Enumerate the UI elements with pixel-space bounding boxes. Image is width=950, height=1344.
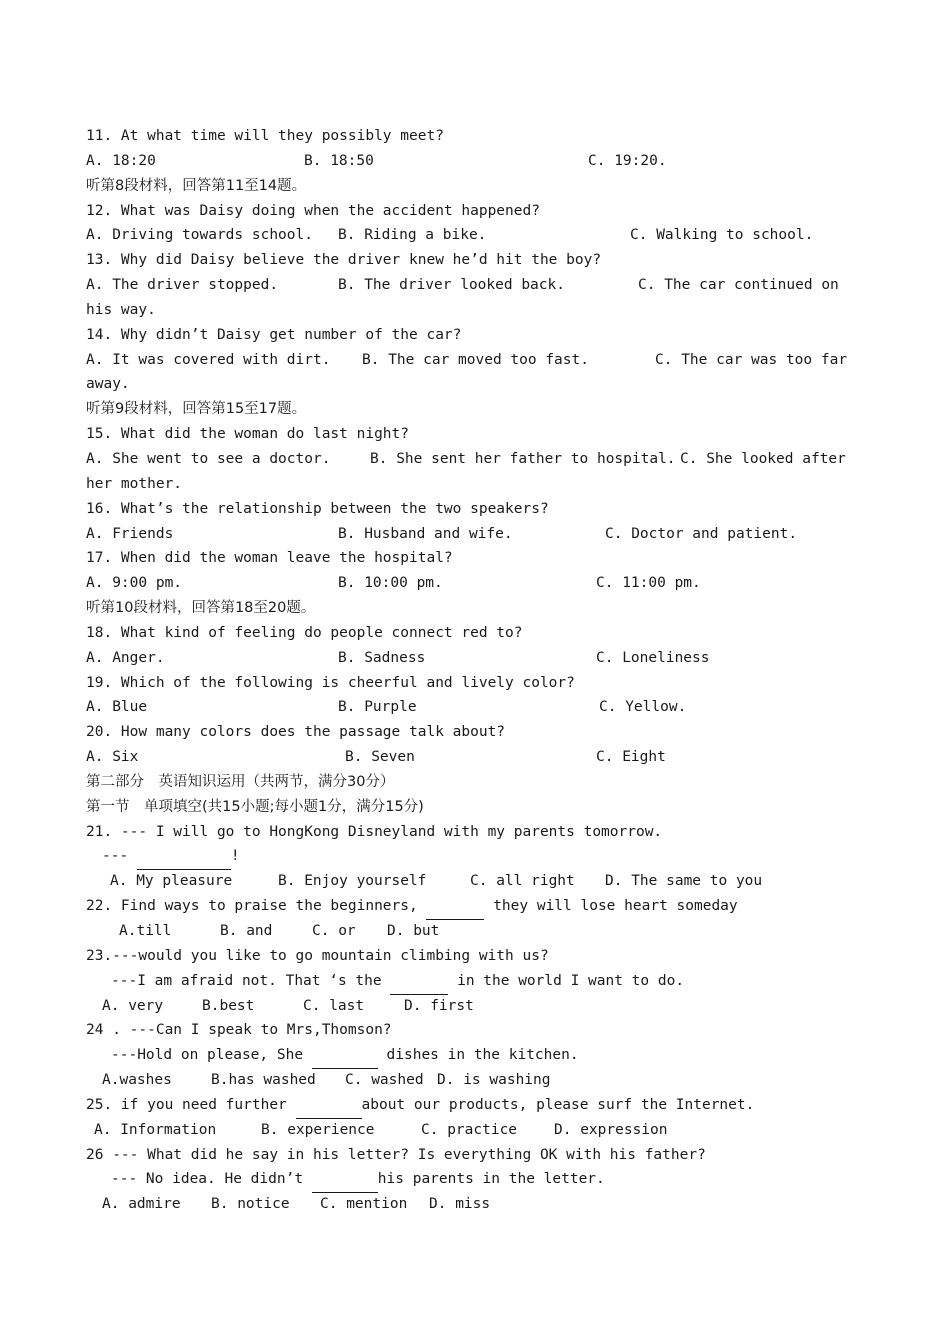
option-c: C. The car continued on — [638, 277, 839, 294]
question-stem: 24 . ---Can I speak to Mrs,Thomson? — [86, 1022, 392, 1039]
option-d: D. first — [404, 997, 474, 1014]
question-stem: 26 --- What did he say in his letter? Is everything OK with his father? — [86, 1146, 706, 1163]
question-21-reply — [86, 844, 846, 869]
question-stem-start: 25. if you need further — [86, 1096, 296, 1113]
option-a: A. She went to see a doctor. — [86, 450, 331, 467]
option-a: A. Six — [86, 749, 139, 766]
option-continuation: her mother. — [86, 475, 183, 492]
question-stem: 14. Why didn’t Daisy get number of the car? — [86, 326, 462, 343]
options-13 — [86, 273, 846, 298]
reply-prefix: --- — [102, 848, 137, 865]
option-c: C. Walking to school. — [630, 227, 814, 244]
options-24 — [86, 1068, 846, 1093]
option-a: A. very — [102, 997, 164, 1014]
question-17 — [86, 546, 846, 571]
option-d: D. miss — [429, 1196, 491, 1213]
options-14 — [86, 348, 846, 373]
option-c: C. Yellow. — [599, 699, 687, 716]
question-stem: 17. When did the woman leave the hospital? — [86, 550, 453, 567]
options-26 — [86, 1192, 846, 1217]
section-heading: 第一节 单项填空(共15小题;每小题1分，满分15分) — [86, 798, 424, 815]
option-b: B.best — [202, 997, 255, 1014]
option-d: D. is washing — [437, 1072, 551, 1089]
option-continuation: away. — [86, 376, 130, 393]
options-19 — [86, 695, 846, 720]
question-20 — [86, 720, 846, 745]
question-14 — [86, 323, 846, 348]
options-18 — [86, 646, 846, 671]
options-11 — [86, 149, 846, 174]
reply-start: --- No idea. He didn’t — [111, 1171, 312, 1188]
question-stem: 18. What kind of feeling do people connect red to? — [86, 624, 523, 641]
option-b: B. 10:00 pm. — [338, 575, 443, 592]
exam-page — [86, 124, 846, 1217]
option-a: A. admire — [102, 1196, 181, 1213]
question-24 — [86, 1018, 846, 1043]
option-a: A. 18:20 — [86, 152, 156, 169]
option-b: B.has washed — [211, 1072, 316, 1089]
reply-end: his parents in the letter. — [377, 1171, 605, 1188]
option-b: B. Husband and wife. — [338, 525, 513, 542]
option-c: C. washed — [345, 1072, 424, 1089]
option-b: B. The driver looked back. — [338, 277, 565, 294]
option-c: C. Loneliness — [596, 649, 710, 666]
option-b: B. 18:50 — [304, 152, 374, 169]
answer-blank — [390, 969, 448, 995]
question-stem-start: 22. Find ways to praise the beginners, — [86, 898, 427, 915]
option-c: C. practice — [421, 1121, 518, 1138]
question-18 — [86, 621, 846, 646]
question-16 — [86, 497, 846, 522]
option-b: B. and — [220, 923, 273, 939]
option-c: C. all right — [470, 873, 575, 890]
part-heading: 第二部分 英语知识运用（共两节，满分30分） — [86, 773, 395, 790]
section-instruction: 听第9段材料，回答第15至17题。 — [86, 401, 307, 418]
option-b: B. Sadness — [338, 649, 426, 666]
question-stem-end: they will lose heart someday — [484, 898, 738, 915]
option-a: A. Blue — [86, 699, 148, 716]
option-c: C. or — [312, 923, 356, 939]
reply-start: ---I am afraid not. That ‘s the — [111, 972, 391, 989]
option-b: B. experience — [261, 1121, 375, 1138]
option-b: B. Enjoy yourself — [278, 873, 427, 890]
option-b: B. notice — [211, 1196, 290, 1213]
option-a: A.washes — [102, 1072, 172, 1089]
reply-end: in the world I want to do. — [448, 972, 685, 989]
answer-blank — [137, 844, 231, 870]
question-stem-end: about our products, please surf the Internet. — [361, 1096, 755, 1113]
answer-blank — [312, 1043, 378, 1069]
option-b: B. She sent her father to hospital. — [370, 450, 676, 467]
question-23 — [86, 944, 846, 969]
question-23-reply — [86, 969, 846, 994]
question-26-reply — [86, 1167, 846, 1192]
question-19 — [86, 671, 846, 696]
option-a: A. Information — [94, 1121, 217, 1138]
section-instruction: 听第10段材料，回答第18至20题。 — [86, 600, 316, 617]
question-12 — [86, 199, 846, 224]
option-c: C. 11:00 pm. — [596, 575, 701, 592]
option-b: B. Seven — [345, 749, 415, 766]
option-a: A. My pleasure — [110, 873, 233, 890]
question-stem: 13. Why did Daisy believe the driver knew he’d hit the boy? — [86, 252, 602, 269]
options-22 — [86, 919, 846, 944]
reply-end: dishes in the kitchen. — [377, 1047, 579, 1064]
question-stem: 20. How many colors does the passage talk about? — [86, 724, 506, 741]
reply-suffix: ! — [230, 848, 240, 865]
answer-blank — [312, 1167, 378, 1193]
option-b: B. Riding a bike. — [338, 227, 487, 244]
option-c: C. The car was too far — [655, 351, 848, 368]
question-11 — [86, 124, 846, 149]
section-instruction: 听第8段材料，回答第11至14题。 — [86, 177, 307, 194]
option-d: D. expression — [554, 1121, 668, 1138]
options-12 — [86, 223, 846, 248]
option-b: B. The car moved too fast. — [362, 351, 589, 368]
option-c: C. mention — [320, 1196, 408, 1213]
question-stem: 23.---would you like to go mountain climbing with us? — [86, 947, 549, 964]
option-a: A. Driving towards school. — [86, 227, 313, 244]
reply-start: ---Hold on please, She — [111, 1047, 312, 1064]
option-b: B. Purple — [338, 699, 417, 716]
question-22 — [86, 894, 846, 919]
question-stem: 19. Which of the following is cheerful and lively color? — [86, 674, 575, 691]
question-26 — [86, 1143, 846, 1168]
options-25 — [86, 1118, 846, 1143]
options-20 — [86, 745, 846, 770]
option-d: D. The same to you — [605, 873, 763, 890]
question-21 — [86, 820, 846, 845]
question-stem: 15. What did the woman do last night? — [86, 426, 410, 443]
answer-blank — [426, 894, 484, 920]
options-15 — [86, 447, 846, 472]
option-d: D. but — [387, 923, 440, 939]
answer-blank — [296, 1093, 362, 1119]
question-13 — [86, 248, 846, 273]
question-stem: 16. What’s the relationship between the two speakers? — [86, 500, 549, 517]
option-a: A. Friends — [86, 525, 174, 542]
option-c: C. Doctor and patient. — [605, 525, 798, 542]
options-23 — [86, 994, 846, 1019]
option-a: A. 9:00 pm. — [86, 575, 183, 592]
option-c: C. 19:20. — [588, 152, 667, 169]
options-17 — [86, 571, 846, 596]
option-a: A. It was covered with dirt. — [86, 351, 331, 368]
option-c: C. last — [303, 997, 365, 1014]
question-15 — [86, 422, 846, 447]
question-stem: 12. What was Daisy doing when the accident happened? — [86, 202, 540, 219]
option-c: C. She looked after — [680, 450, 846, 467]
option-continuation: his way. — [86, 301, 156, 318]
option-c: C. Eight — [596, 749, 666, 766]
option-a: A. The driver stopped. — [86, 277, 279, 294]
options-21 — [86, 869, 846, 894]
question-stem: 21. --- I will go to HongKong Disneyland with my parents tomorrow. — [86, 823, 663, 840]
option-a: A.till — [119, 923, 172, 939]
question-24-reply — [86, 1043, 846, 1068]
question-25 — [86, 1093, 846, 1118]
question-stem: 11. At what time will they possibly meet? — [86, 128, 444, 144]
option-a: A. Anger. — [86, 649, 165, 666]
options-16 — [86, 522, 846, 547]
